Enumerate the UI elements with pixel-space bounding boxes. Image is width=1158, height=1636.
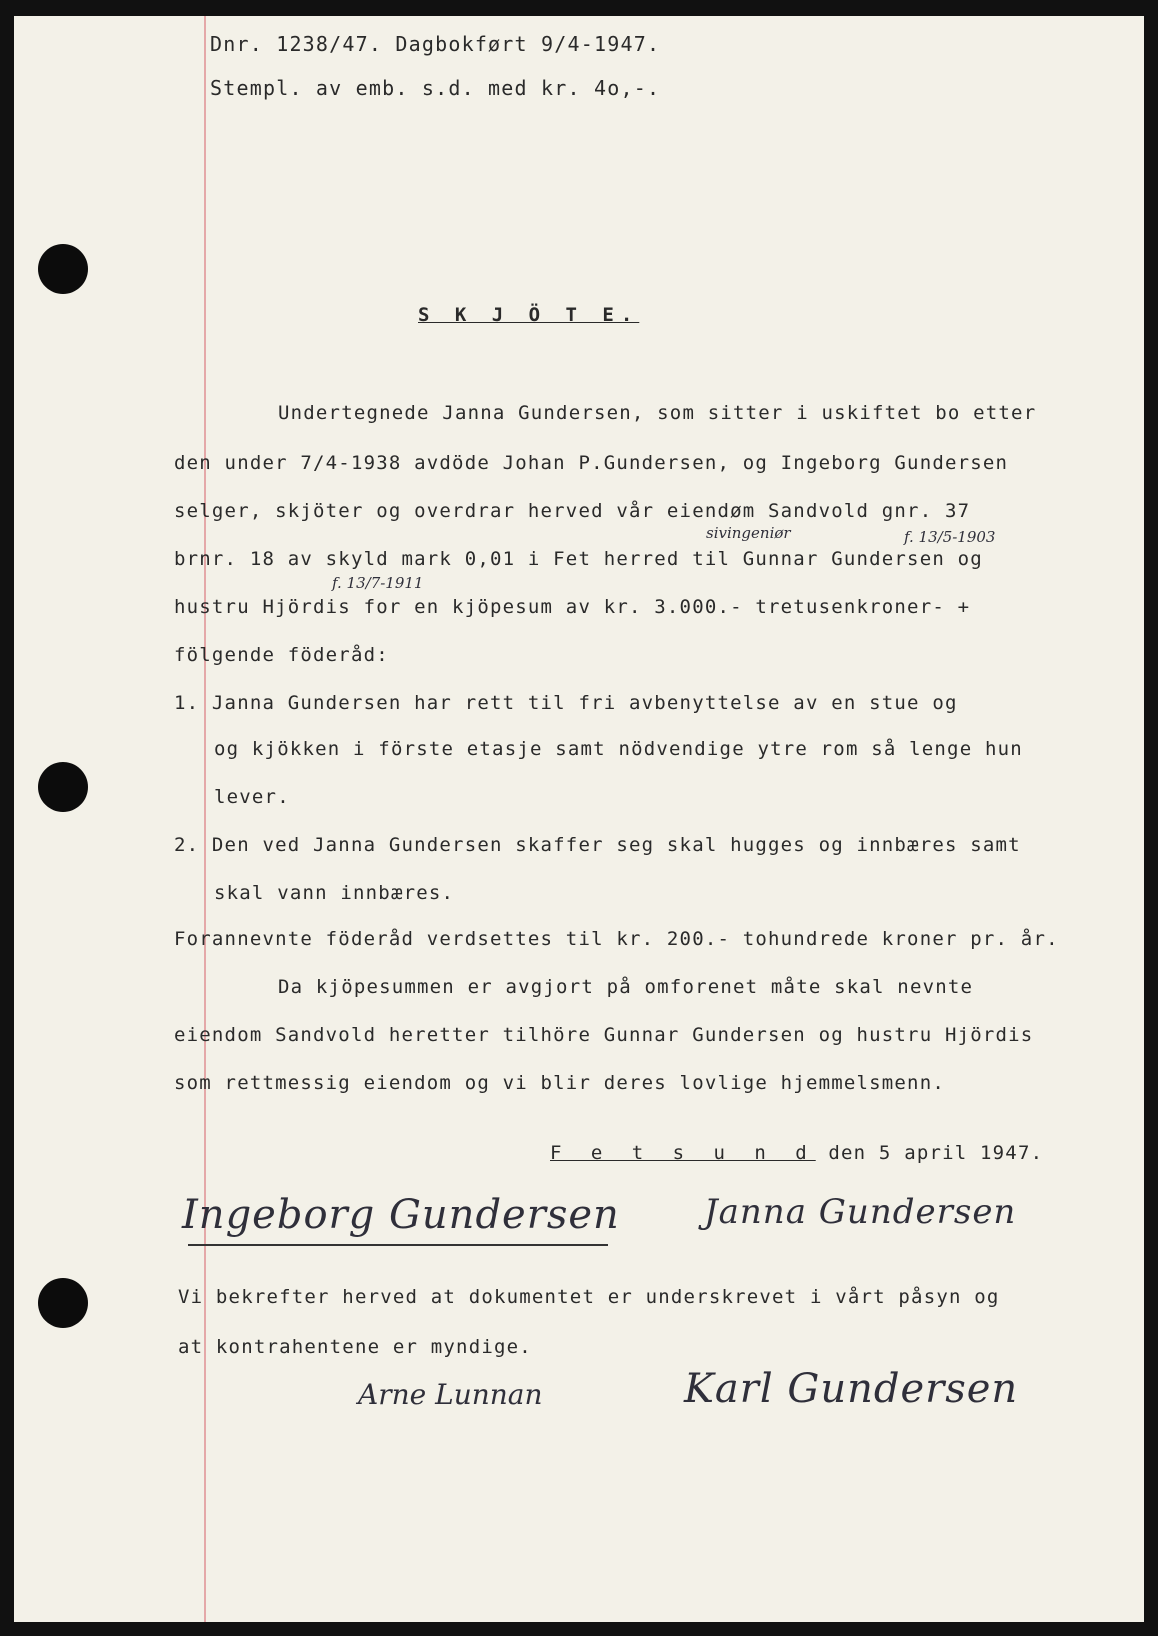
header-line-1: Dnr. 1238/47. Dagbokført 9/4-1947. [210, 32, 661, 56]
document-title: S K J Ö T E. [418, 304, 640, 326]
handwritten-note-birth-gunnar: f. 13/5-1903 [904, 528, 996, 546]
body-line: Undertegnede Janna Gundersen, som sitter i uskiftet bo etter [278, 402, 1037, 424]
punch-hole [38, 1278, 88, 1328]
document-page [14, 16, 1144, 1622]
body-line: fölgende föderåd: [174, 644, 389, 666]
body-line: Forannevnte föderåd verdsettes til kr. 200.- tohundrede kroner pr. år. [174, 928, 1059, 950]
date-text: den 5 april 1947. [815, 1142, 1044, 1164]
body-line: den under 7/4-1938 avdöde Johan P.Gundersen, og Ingeborg Gundersen [174, 452, 1009, 474]
place-name: F e t s u n d [550, 1142, 816, 1164]
body-line: skal vann innbæres. [214, 882, 455, 904]
confirmation-line: at kontrahentene er myndige. [178, 1336, 532, 1358]
body-line: som rettmessig eiendom og vi blir deres lovlige hjemmelsmenn. [174, 1072, 945, 1094]
body-line: eiendom Sandvold heretter tilhöre Gunnar Gundersen og hustru Hjördis [174, 1024, 1034, 1046]
signature-ingeborg: Ingeborg Gundersen [182, 1192, 620, 1238]
signature-janna: Janna Gundersen [704, 1192, 1017, 1232]
punch-hole [38, 244, 88, 294]
punch-hole [38, 762, 88, 812]
handwritten-note-birth-hjordis: f. 13/7-1911 [332, 574, 424, 592]
list-item-1: 1. Janna Gundersen har rett til fri avbenyttelse av en stue og [174, 692, 958, 714]
body-line: og kjökken i förste etasje samt nödvendige ytre rom så lenge hun [214, 738, 1023, 760]
header-line-2: Stempl. av emb. s.d. med kr. 4o,-. [210, 76, 661, 100]
margin-line [204, 16, 206, 1622]
confirmation-line: Vi bekrefter herved at dokumentet er underskrevet i vårt påsyn og [178, 1286, 1000, 1308]
body-line: hustru Hjördis for en kjöpesum av kr. 3.000.- tretusenkroner- + [174, 596, 971, 618]
body-line: brnr. 18 av skyld mark 0,01 i Fet herred til Gunnar Gundersen og [174, 548, 983, 570]
list-item-2: 2. Den ved Janna Gundersen skaffer seg skal hugges og innbæres samt [174, 834, 1021, 856]
body-line: Da kjöpesummen er avgjort på omforenet måte skal nevnte [278, 976, 974, 998]
body-line: selger, skjöter og overdrar herved vår eiendøm Sandvold gnr. 37 [174, 500, 971, 522]
body-line: lever. [214, 786, 290, 808]
witness-signature-2: Karl Gundersen [684, 1366, 1019, 1412]
witness-signature-1: Arne Lunnan [358, 1378, 543, 1411]
date-line [550, 1142, 1043, 1164]
signature-underline [188, 1244, 608, 1246]
handwritten-note-occupation: sivingeniør [706, 524, 791, 542]
